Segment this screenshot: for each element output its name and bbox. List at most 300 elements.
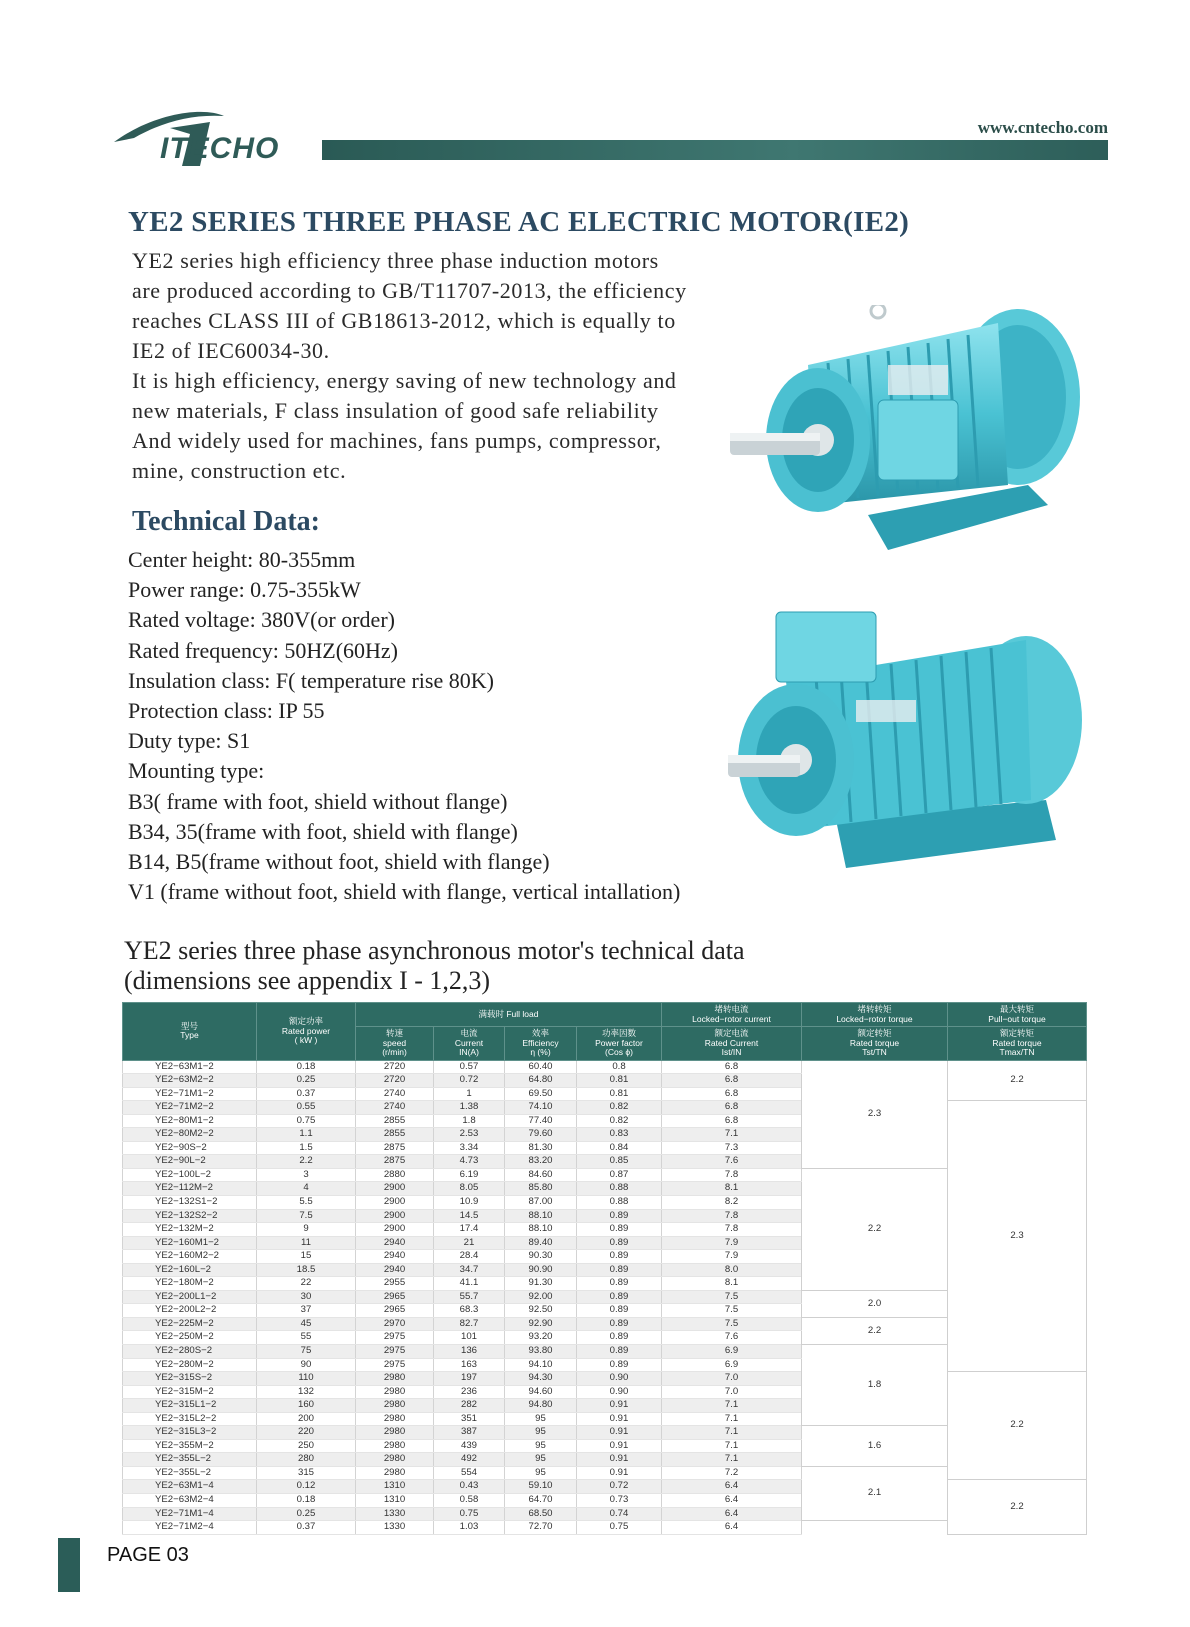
table-cell: 90.90 xyxy=(505,1263,577,1277)
table-cell: 554 xyxy=(434,1466,505,1480)
table-cell: 132 xyxy=(257,1385,356,1399)
table-cell: 92.90 xyxy=(505,1317,577,1331)
table-row xyxy=(123,1426,1087,1440)
table-cell: 91.30 xyxy=(505,1277,577,1291)
header-text: η (%) xyxy=(530,1047,551,1057)
table-cell: 0.72 xyxy=(434,1074,505,1088)
table-cell: 2975 xyxy=(356,1331,434,1345)
table-cell: 1330 xyxy=(356,1507,434,1521)
table-cell: 2900 xyxy=(356,1223,434,1237)
locked-torque-cell: 2.1 xyxy=(802,1466,948,1520)
table-cell: 90.30 xyxy=(505,1250,577,1264)
table-cell: 81.30 xyxy=(505,1141,577,1155)
table-cell: 6.4 xyxy=(662,1480,802,1494)
table-cell: 7.1 xyxy=(662,1426,802,1440)
table-cell: 2900 xyxy=(356,1209,434,1223)
header-text: Pull−out torque xyxy=(988,1013,1046,1024)
header-text: 最大转矩 xyxy=(999,1004,1034,1014)
table-cell: YE2−160M1−2 xyxy=(123,1236,257,1250)
table-cell: 0.25 xyxy=(257,1074,356,1088)
table-cell: 0.91 xyxy=(577,1453,662,1467)
locked-torque-cell: 2.2 xyxy=(802,1168,948,1290)
table-cell: 0.89 xyxy=(577,1263,662,1277)
table-row xyxy=(123,1060,1087,1074)
table-cell: 37 xyxy=(257,1304,356,1318)
table-cell: 0.75 xyxy=(434,1507,505,1521)
table-cell: 7.8 xyxy=(662,1168,802,1182)
table-cell: 6.8 xyxy=(662,1087,802,1101)
table-cell: 1.38 xyxy=(434,1101,505,1115)
table-cell: YE2−90L−2 xyxy=(123,1155,257,1169)
header-text: ( kW ) xyxy=(294,1035,318,1045)
technical-data-heading: Technical Data: xyxy=(132,506,320,537)
header-text: Locked−rotor current xyxy=(692,1013,771,1024)
intro-line: reaches CLASS III of GB18613-2012, which is equally to xyxy=(132,308,676,333)
table-cell: 7.6 xyxy=(662,1155,802,1169)
table-cell: 2940 xyxy=(356,1263,434,1277)
table-cell: 2980 xyxy=(356,1399,434,1413)
table-cell: 0.37 xyxy=(257,1087,356,1101)
table-cell: 7.8 xyxy=(662,1209,802,1223)
table-cell: 0.91 xyxy=(577,1412,662,1426)
header-text: Rated Current xyxy=(704,1037,759,1048)
intro-line: And widely used for machines, fans pumps, compressor, xyxy=(132,428,662,453)
header-full-load: 满载时 Full load xyxy=(356,1003,662,1027)
table-cell: 0.91 xyxy=(577,1426,662,1440)
header-text: Rated torque xyxy=(849,1037,900,1048)
table-cell: 0.73 xyxy=(577,1494,662,1508)
intro-line: mine, construction etc. xyxy=(132,458,347,483)
table-cell: 6.4 xyxy=(662,1507,802,1521)
table-cell: 93.80 xyxy=(505,1344,577,1358)
table-cell: 439 xyxy=(434,1439,505,1453)
header-text: 电流 xyxy=(460,1028,478,1038)
table-cell: 30 xyxy=(257,1290,356,1304)
table-cell: 2.2 xyxy=(257,1155,356,1169)
table-cell: 14.5 xyxy=(434,1209,505,1223)
table-cell: 0.74 xyxy=(577,1507,662,1521)
header-text: Ist/IN xyxy=(721,1047,742,1057)
pullout-torque-cell: 2.2 xyxy=(948,1372,1087,1480)
table-cell: 95 xyxy=(505,1453,577,1467)
table-cell: 3 xyxy=(257,1168,356,1182)
table-cell: 7.0 xyxy=(662,1385,802,1399)
table-cell: 6.9 xyxy=(662,1344,802,1358)
table-cell: YE2−63M2−4 xyxy=(123,1494,257,1508)
locked-torque-cell: 2.0 xyxy=(802,1290,948,1317)
table-cell: 0.85 xyxy=(577,1155,662,1169)
table-cell: 7.1 xyxy=(662,1453,802,1467)
table-body xyxy=(123,1060,1087,1534)
table-cell: YE2−200L2−2 xyxy=(123,1304,257,1318)
table-cell: 0.18 xyxy=(257,1494,356,1508)
table-cell: YE2−315L3−2 xyxy=(123,1426,257,1440)
header-efficiency xyxy=(505,1027,577,1061)
table-cell: 7.5 xyxy=(257,1209,356,1223)
table-cell: 2900 xyxy=(356,1182,434,1196)
table-cell: YE2−63M1−2 xyxy=(123,1060,257,1074)
table-cell: 0.57 xyxy=(434,1060,505,1074)
table-cell: 94.60 xyxy=(505,1385,577,1399)
table-cell: 2980 xyxy=(356,1466,434,1480)
table-cell: 2980 xyxy=(356,1412,434,1426)
table-row xyxy=(123,1466,1087,1480)
table-cell: 236 xyxy=(434,1385,505,1399)
header-locked-current-top xyxy=(662,1003,802,1027)
header-power xyxy=(257,1003,356,1061)
spec-item: Rated frequency: 50HZ(60Hz) xyxy=(128,637,399,663)
table-cell: 90 xyxy=(257,1358,356,1372)
table-cell: 0.89 xyxy=(577,1290,662,1304)
table-cell: 55.7 xyxy=(434,1290,505,1304)
logo-wordmark: ITECHO xyxy=(160,132,280,165)
header-text: Rated torque xyxy=(992,1037,1042,1048)
header-text: 额定功率 xyxy=(288,1016,323,1026)
table-cell: 110 xyxy=(257,1372,356,1386)
table-cell: 0.58 xyxy=(434,1494,505,1508)
table-cell: 2720 xyxy=(356,1060,434,1074)
table-cell: 8.05 xyxy=(434,1182,505,1196)
table-cell: 72.70 xyxy=(505,1521,577,1535)
header-text: Type xyxy=(180,1030,199,1041)
table-cell: 0.90 xyxy=(577,1372,662,1386)
table-cell: 387 xyxy=(434,1426,505,1440)
header-text: Power factor xyxy=(595,1037,643,1048)
table-cell: 163 xyxy=(434,1358,505,1372)
table-cell: 0.55 xyxy=(257,1101,356,1115)
table-cell: 2740 xyxy=(356,1087,434,1101)
table-cell: YE2−63M1−4 xyxy=(123,1480,257,1494)
table-cell: 79.60 xyxy=(505,1128,577,1142)
table-cell: 7.9 xyxy=(662,1236,802,1250)
motor-image-terminal-box xyxy=(726,610,1108,880)
table-row xyxy=(123,1317,1087,1331)
table-cell: 2965 xyxy=(356,1290,434,1304)
locked-torque-cell: 1.6 xyxy=(802,1426,948,1467)
table-cell: 0.91 xyxy=(577,1466,662,1480)
table-cell: 0.25 xyxy=(257,1507,356,1521)
table-cell: 95 xyxy=(505,1412,577,1426)
table-cell: 1.5 xyxy=(257,1141,356,1155)
table-cell: 0.88 xyxy=(577,1195,662,1209)
table-cell: 0.82 xyxy=(577,1114,662,1128)
table-cell: 5.5 xyxy=(257,1195,356,1209)
table-cell: YE2−315L2−2 xyxy=(123,1412,257,1426)
spec-item: Protection class: IP 55 xyxy=(128,698,325,724)
table-cell: YE2−355M−2 xyxy=(123,1439,257,1453)
header-current xyxy=(434,1027,505,1061)
table-cell: 6.8 xyxy=(662,1114,802,1128)
table-cell: 74.10 xyxy=(505,1101,577,1115)
table-cell: 6.8 xyxy=(662,1060,802,1074)
table-cell: 1310 xyxy=(356,1494,434,1508)
header-type xyxy=(123,1003,257,1061)
table-cell: 0.83 xyxy=(577,1128,662,1142)
table-cell: 250 xyxy=(257,1439,356,1453)
table-cell: YE2−280S−2 xyxy=(123,1344,257,1358)
table-cell: 94.30 xyxy=(505,1372,577,1386)
table-cell: 0.75 xyxy=(257,1114,356,1128)
table-cell: 8.0 xyxy=(662,1263,802,1277)
data-table-container xyxy=(122,1002,1086,1535)
table-cell: 6.4 xyxy=(662,1521,802,1535)
table-cell: 0.89 xyxy=(577,1209,662,1223)
header-pullout-torque xyxy=(948,1027,1087,1061)
table-cell: 95 xyxy=(505,1439,577,1453)
table-cell: 0.43 xyxy=(434,1480,505,1494)
pullout-torque-cell: 2.3 xyxy=(948,1101,1087,1372)
table-cell: 55 xyxy=(257,1331,356,1345)
table-cell: 18.5 xyxy=(257,1263,356,1277)
table-cell: 282 xyxy=(434,1399,505,1413)
header-text: 效率 xyxy=(531,1028,549,1038)
table-cell: 21 xyxy=(434,1236,505,1250)
header-text: Rated power xyxy=(281,1025,331,1036)
table-cell: 95 xyxy=(505,1426,577,1440)
table-cell: 7.9 xyxy=(662,1250,802,1264)
header-text: 堵转电流 xyxy=(714,1004,749,1014)
table-cell: 7.8 xyxy=(662,1223,802,1237)
table-cell: 160 xyxy=(257,1399,356,1413)
table-cell: 68.50 xyxy=(505,1507,577,1521)
table-cell: 3.34 xyxy=(434,1141,505,1155)
table-title xyxy=(124,936,745,996)
table-cell: 6.9 xyxy=(662,1358,802,1372)
table-cell: 220 xyxy=(257,1426,356,1440)
locked-torque-cell: 2.3 xyxy=(802,1060,948,1168)
header-power-factor xyxy=(577,1027,662,1061)
intro-line: new materials, F class insulation of good safe reliability xyxy=(132,398,659,423)
table-cell: 315 xyxy=(257,1466,356,1480)
table-cell: 2970 xyxy=(356,1317,434,1331)
header-text: 功率因数 xyxy=(601,1028,636,1038)
table-cell: YE2−355L−2 xyxy=(123,1453,257,1467)
table-cell: YE2−71M2−4 xyxy=(123,1521,257,1535)
spec-item: B34, 35(frame with foot, shield with flange) xyxy=(128,818,518,844)
website-link[interactable]: www.cntecho.com xyxy=(977,118,1108,137)
header-text: 转速 xyxy=(385,1028,403,1038)
header-locked-current xyxy=(662,1027,802,1061)
table-cell: 45 xyxy=(257,1317,356,1331)
table-cell: YE2−250M−2 xyxy=(123,1331,257,1345)
table-row xyxy=(123,1290,1087,1304)
spec-item: Center height: 80-355mm xyxy=(128,547,356,572)
table-cell: YE2−315L1−2 xyxy=(123,1399,257,1413)
locked-torque-cell: 1.8 xyxy=(802,1344,948,1425)
table-cell: 0.8 xyxy=(577,1060,662,1074)
table-cell: YE2−355L−2 xyxy=(123,1466,257,1480)
table-cell: 85.80 xyxy=(505,1182,577,1196)
table-cell: 17.4 xyxy=(434,1223,505,1237)
table-cell: 92.50 xyxy=(505,1304,577,1318)
table-cell: 2.53 xyxy=(434,1128,505,1142)
spec-item: Duty type: S1 xyxy=(128,728,251,754)
table-cell: 2880 xyxy=(356,1168,434,1182)
header-text: speed xyxy=(382,1037,407,1048)
table-cell: 83.20 xyxy=(505,1155,577,1169)
table-cell: 0.89 xyxy=(577,1358,662,1372)
table-cell: 2980 xyxy=(356,1385,434,1399)
table-row xyxy=(123,1344,1087,1358)
header-speed xyxy=(356,1027,434,1061)
table-cell: 2940 xyxy=(356,1236,434,1250)
table-cell: 0.89 xyxy=(577,1331,662,1345)
table-cell: 197 xyxy=(434,1372,505,1386)
table-cell: 7.1 xyxy=(662,1128,802,1142)
table-cell: 2980 xyxy=(356,1439,434,1453)
table-cell: YE2−132S2−2 xyxy=(123,1209,257,1223)
table-cell: 64.70 xyxy=(505,1494,577,1508)
table-cell: 2720 xyxy=(356,1074,434,1088)
table-cell: 7.6 xyxy=(662,1331,802,1345)
table-cell: 0.89 xyxy=(577,1317,662,1331)
table-cell: YE2−71M2−2 xyxy=(123,1101,257,1115)
table-cell: 2940 xyxy=(356,1250,434,1264)
table-cell: 0.90 xyxy=(577,1385,662,1399)
table-cell: YE2−80M2−2 xyxy=(123,1128,257,1142)
spec-item: B3( frame with foot, shield without flange) xyxy=(128,788,508,814)
header-text: 型号 xyxy=(180,1020,198,1031)
table-cell: 88.10 xyxy=(505,1223,577,1237)
table-cell: 7.5 xyxy=(662,1290,802,1304)
table-cell: 7.2 xyxy=(662,1466,802,1480)
header-text: (Cos ϕ) xyxy=(605,1047,633,1057)
table-cell: YE2−180M−2 xyxy=(123,1277,257,1291)
intro-line: IE2 of IEC60034-30. xyxy=(132,338,330,363)
table-cell: YE2−71M1−2 xyxy=(123,1087,257,1101)
table-title-line: YE2 series three phase asynchronous motor's technical data xyxy=(124,936,745,965)
table-cell: 7.5 xyxy=(662,1317,802,1331)
table-cell: 87.00 xyxy=(505,1195,577,1209)
table-cell: 0.82 xyxy=(577,1101,662,1115)
table-cell: 0.72 xyxy=(577,1480,662,1494)
motor-data-table xyxy=(122,1002,1087,1535)
table-cell: 7.3 xyxy=(662,1141,802,1155)
pullout-torque-cell: 2.2 xyxy=(948,1060,1087,1101)
header-locked-torque-top xyxy=(802,1003,948,1027)
table-title-line: (dimensions see appendix I - 1,2,3) xyxy=(124,966,491,995)
table-cell: 1330 xyxy=(356,1521,434,1535)
table-cell: 2875 xyxy=(356,1155,434,1169)
spec-item: B14, B5(frame without foot, shield with flange) xyxy=(128,849,550,875)
table-cell: 59.10 xyxy=(505,1480,577,1494)
spec-item: Insulation class: F( temperature rise 80K) xyxy=(128,667,494,693)
spec-item: Mounting type: xyxy=(128,758,265,784)
page-title: YE2 SERIES THREE PHASE AC ELECTRIC MOTOR(IE2) xyxy=(128,206,910,238)
header-text: 堵转转矩 xyxy=(857,1004,892,1014)
table-cell: YE2−132M−2 xyxy=(123,1223,257,1237)
table-cell: 89.40 xyxy=(505,1236,577,1250)
table-cell: 101 xyxy=(434,1331,505,1345)
table-cell: 1 xyxy=(434,1087,505,1101)
table-cell: 2740 xyxy=(356,1101,434,1115)
page-marker-bar xyxy=(58,1538,80,1592)
table-cell: 69.50 xyxy=(505,1087,577,1101)
table-cell: 28.4 xyxy=(434,1250,505,1264)
table-cell: 0.84 xyxy=(577,1141,662,1155)
table-cell: 15 xyxy=(257,1250,356,1264)
intro-text xyxy=(132,246,742,486)
table-cell: 77.40 xyxy=(505,1114,577,1128)
table-cell: 41.1 xyxy=(434,1277,505,1291)
header-text: (r/min) xyxy=(382,1047,407,1057)
spec-item: Power range: 0.75-355kW xyxy=(128,577,361,603)
table-cell: 0.89 xyxy=(577,1277,662,1291)
table-cell: 4.73 xyxy=(434,1155,505,1169)
table-cell: 492 xyxy=(434,1453,505,1467)
table-cell: 60.40 xyxy=(505,1060,577,1074)
table-cell: 7.0 xyxy=(662,1372,802,1386)
table-cell: 1.8 xyxy=(434,1114,505,1128)
header-bar xyxy=(322,140,1108,160)
header-locked-torque xyxy=(802,1027,948,1061)
table-cell: 82.7 xyxy=(434,1317,505,1331)
locked-torque-cell: 2.2 xyxy=(802,1317,948,1344)
table-cell: YE2−160M2−2 xyxy=(123,1250,257,1264)
table-cell: 0.81 xyxy=(577,1074,662,1088)
table-cell: 2975 xyxy=(356,1344,434,1358)
table-cell: 92.00 xyxy=(505,1290,577,1304)
table-cell: 0.89 xyxy=(577,1223,662,1237)
table-cell: 0.91 xyxy=(577,1439,662,1453)
motor-image-foot-mounted xyxy=(728,305,1108,575)
table-cell: YE2−200L1−2 xyxy=(123,1290,257,1304)
table-cell: 1.1 xyxy=(257,1128,356,1142)
table-cell: YE2−100L−2 xyxy=(123,1168,257,1182)
company-logo xyxy=(112,108,302,172)
table-cell: 2900 xyxy=(356,1195,434,1209)
table-row xyxy=(123,1521,1087,1535)
table-cell: 8.1 xyxy=(662,1277,802,1291)
table-cell: 7.1 xyxy=(662,1439,802,1453)
table-cell: 9 xyxy=(257,1223,356,1237)
header-text: Current xyxy=(454,1037,484,1048)
header-text: 额定转矩 xyxy=(857,1028,892,1038)
header-text: Tst/TN xyxy=(862,1047,887,1057)
table-cell: 0.89 xyxy=(577,1250,662,1264)
table-cell: 95 xyxy=(505,1466,577,1480)
table-cell: 2855 xyxy=(356,1128,434,1142)
page-number: PAGE 03 xyxy=(107,1544,189,1566)
table-cell: 6.4 xyxy=(662,1494,802,1508)
table-cell: 7.1 xyxy=(662,1412,802,1426)
table-cell: YE2−315S−2 xyxy=(123,1372,257,1386)
table-cell: 34.7 xyxy=(434,1263,505,1277)
header-text: Tmax/TN xyxy=(999,1047,1035,1057)
table-cell: 0.88 xyxy=(577,1182,662,1196)
table-cell: YE2−63M2−2 xyxy=(123,1074,257,1088)
intro-line: are produced according to GB/T11707-2013, the efficiency xyxy=(132,278,687,303)
table-cell: 0.87 xyxy=(577,1168,662,1182)
table-cell: 0.18 xyxy=(257,1060,356,1074)
table-cell: 0.89 xyxy=(577,1304,662,1318)
spec-list xyxy=(128,545,680,907)
table-cell: 7.1 xyxy=(662,1399,802,1413)
header-text: 额定电流 xyxy=(714,1028,749,1038)
table-cell: 1310 xyxy=(356,1480,434,1494)
table-cell: 351 xyxy=(434,1412,505,1426)
table-cell: 2980 xyxy=(356,1453,434,1467)
pullout-torque-cell: 2.2 xyxy=(948,1480,1087,1534)
spec-item: V1 (frame without foot, shield with flange, vertical intallation) xyxy=(128,879,681,905)
table-cell: 2980 xyxy=(356,1372,434,1386)
header-pullout-top xyxy=(948,1003,1087,1027)
table-cell: 6.19 xyxy=(434,1168,505,1182)
header-text: 额定转矩 xyxy=(999,1028,1034,1038)
table-cell: 6.8 xyxy=(662,1074,802,1088)
table-cell: 2975 xyxy=(356,1358,434,1372)
table-cell: YE2−71M1−4 xyxy=(123,1507,257,1521)
